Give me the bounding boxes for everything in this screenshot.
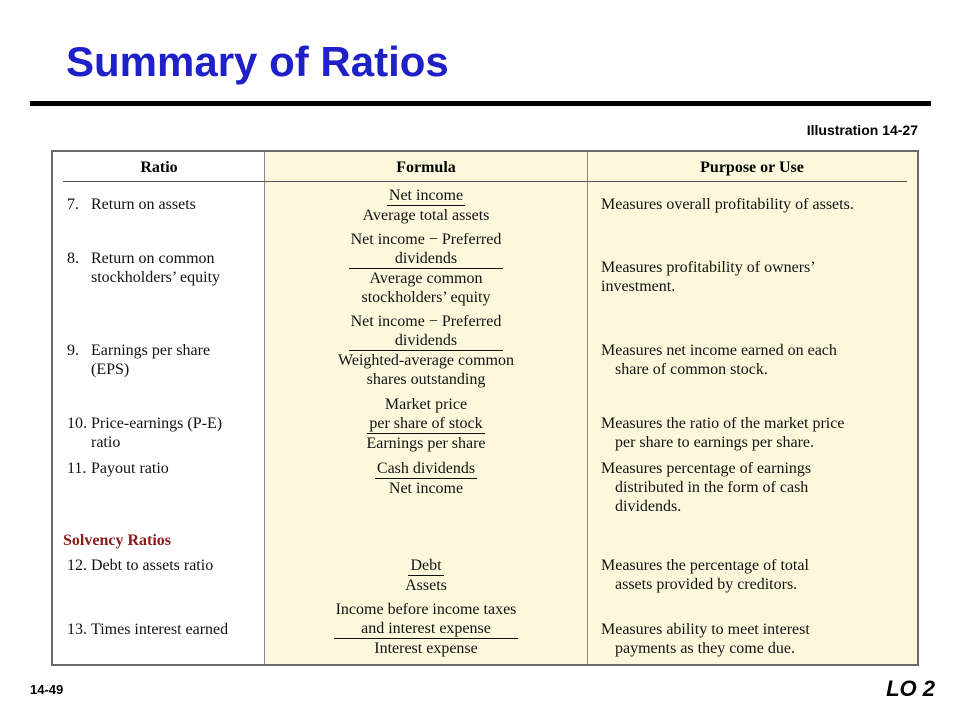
purpose-line: Measures net income earned on each [601, 342, 837, 359]
header-divider [63, 181, 907, 182]
ratio-number: 8. [67, 250, 79, 267]
ratio-label: Earnings per share [91, 342, 211, 359]
ratio-number: 12. [67, 557, 87, 574]
ratio-number: 7. [67, 196, 79, 213]
ratio-label: Payout ratio [91, 460, 169, 477]
ratio-name [67, 414, 263, 452]
formula-denominator: stockholders’ equity [361, 289, 491, 306]
purpose-text [601, 258, 901, 296]
ratio-number: 11. [67, 460, 87, 477]
header-formula: Formula [396, 159, 456, 176]
ratio-number: 10. [67, 415, 87, 432]
ratio-name [67, 249, 263, 287]
numerator-line: dividends [394, 250, 458, 267]
purpose-line: payments as they come due. [615, 640, 795, 657]
ratio-name [67, 341, 263, 379]
purpose-line: investment. [601, 278, 676, 295]
illustration-label: Illustration 14-27 [806, 122, 918, 138]
purpose-line: Measures the percentage of total [601, 557, 809, 574]
numerator-line: dividends [394, 332, 458, 349]
page-number: 14-49 [30, 682, 64, 697]
formula-numerator [349, 230, 504, 269]
numerator-line: per share of stock [369, 415, 483, 432]
formula-denominator: Assets [405, 577, 447, 594]
purpose-text [601, 341, 901, 379]
ratio-label: ratio [91, 434, 121, 451]
formula-numerator [334, 600, 519, 639]
formula [265, 230, 587, 307]
formula-denominator: Average common [369, 270, 483, 287]
formula-numerator [367, 395, 484, 434]
formula-numerator [408, 556, 443, 576]
formula-denominator: Weighted-average common [338, 352, 514, 369]
purpose-line: distributed in the form of cash [615, 479, 809, 496]
formula [265, 312, 587, 389]
formula-numerator [387, 186, 465, 206]
learning-objective: LO 2 [886, 676, 935, 701]
purpose-line: Measures the ratio of the market price [601, 415, 845, 432]
formula-denominator: shares outstanding [366, 371, 486, 388]
title-divider [30, 101, 931, 106]
ratio-label: Debt to assets ratio [91, 557, 214, 574]
ratio-number: 13. [67, 621, 87, 638]
purpose-line: share of common stock. [615, 361, 768, 378]
formula [265, 459, 587, 498]
formula-denominator: Earnings per share [366, 435, 486, 452]
purpose-text [601, 556, 901, 594]
ratio-label: Price-earnings (P-E) [91, 415, 223, 432]
purpose-line: Measures profitability of owners’ [601, 259, 816, 276]
formula [265, 556, 587, 595]
purpose-line: Measures overall profitability of assets. [601, 196, 854, 213]
purpose-line: Measures percentage of earnings [601, 460, 812, 477]
numerator-line: Net income − Preferred [350, 313, 502, 330]
ratio-name [67, 459, 263, 478]
formula-numerator [349, 312, 504, 351]
ratio-label: Times interest earned [91, 621, 229, 638]
header-ratio: Ratio [140, 159, 178, 176]
section-heading-solvency: Solvency Ratios [63, 532, 171, 549]
purpose-line: dividends. [615, 498, 682, 515]
formula-denominator: Net income [388, 480, 464, 497]
numerator-line: Income before income taxes [335, 601, 517, 618]
purpose-text [601, 620, 901, 658]
ratio-label: (EPS) [91, 361, 130, 378]
purpose-line: Measures ability to meet interest [601, 621, 810, 638]
formula-denominator: Average total assets [362, 207, 490, 224]
formula-numerator [375, 459, 477, 479]
ratio-table [51, 150, 919, 666]
ratio-number: 9. [67, 342, 79, 359]
purpose-line: assets provided by creditors. [615, 576, 798, 593]
numerator-line: Market price [384, 396, 468, 413]
ratio-label: stockholders’ equity [91, 269, 221, 286]
column-divider [587, 152, 588, 664]
formula [265, 600, 587, 658]
ratio-label: Return on common [91, 250, 215, 267]
numerator-line: and interest expense [361, 620, 491, 637]
ratio-name [67, 556, 263, 575]
purpose-text [601, 414, 901, 452]
formula [265, 186, 587, 225]
ratio-name [67, 620, 263, 639]
ratio-name [67, 195, 263, 214]
numerator-line: Net income [388, 187, 464, 204]
ratio-label: Return on assets [91, 196, 196, 213]
formula [265, 395, 587, 453]
purpose-text [601, 195, 901, 214]
slide-title: Summary of Ratios [66, 38, 449, 85]
purpose-text [601, 459, 901, 516]
numerator-line: Cash dividends [376, 460, 476, 477]
purpose-line: per share to earnings per share. [615, 434, 815, 451]
formula-denominator: Interest expense [374, 640, 478, 657]
numerator-line: Net income − Preferred [350, 231, 502, 248]
numerator-line: Debt [410, 557, 442, 574]
header-purpose: Purpose or Use [700, 159, 804, 176]
